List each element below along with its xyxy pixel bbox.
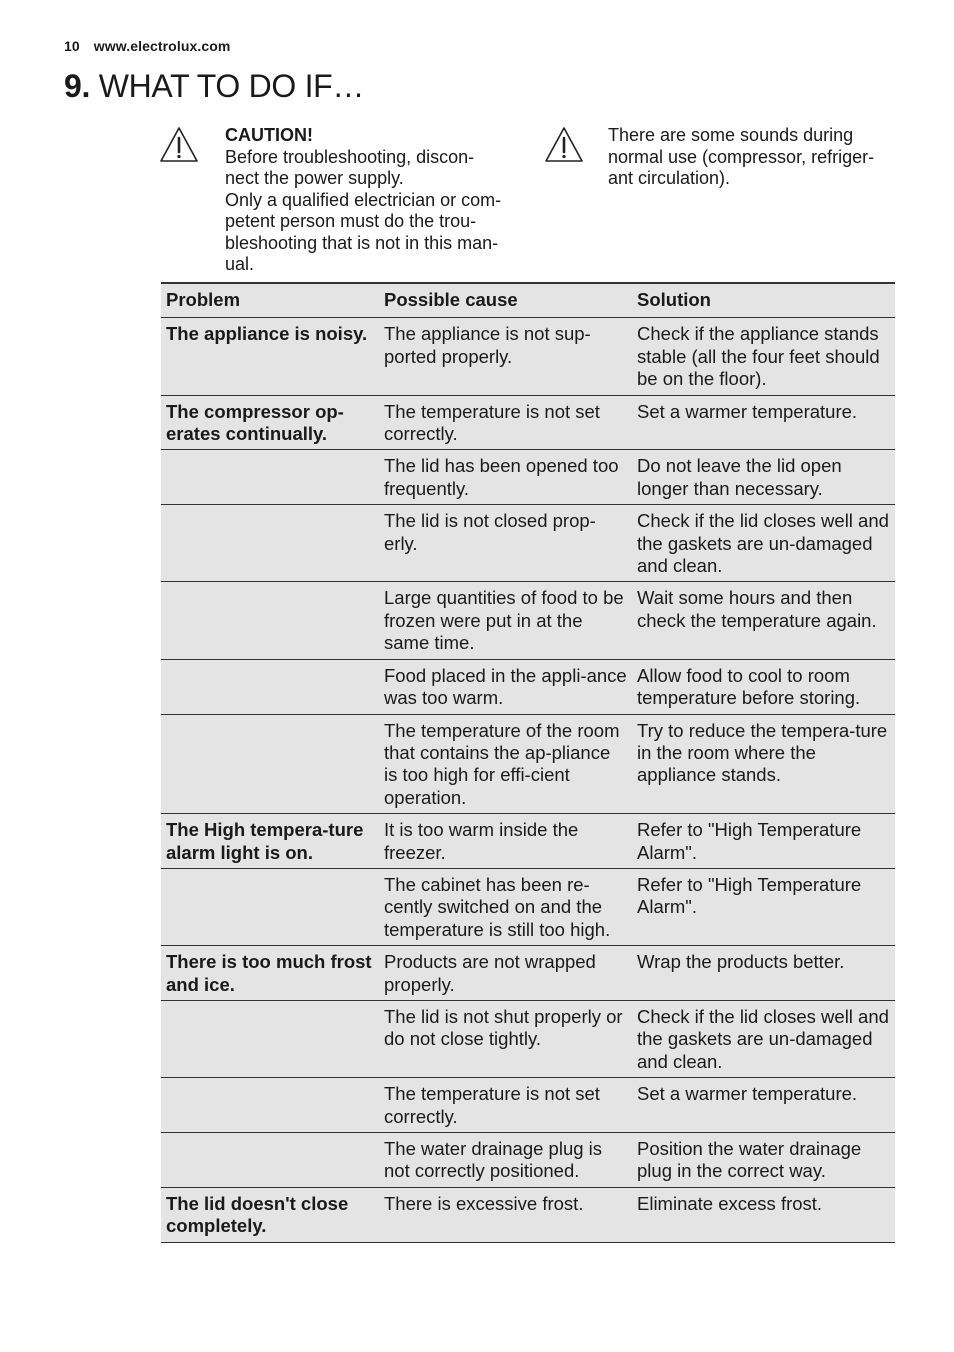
solution-cell: Set a warmer temperature. (632, 395, 895, 450)
problem-cell (161, 1078, 379, 1133)
caution-line: ual. (225, 254, 255, 274)
table-header-row (161, 283, 895, 318)
section-number: 9. (64, 68, 91, 104)
table-row (161, 714, 895, 814)
table-row (161, 582, 895, 659)
problem-cell (161, 1000, 379, 1077)
caution-line: bleshooting that is not in this man- (225, 232, 499, 253)
page-header (64, 38, 230, 54)
solution-cell: Eliminate excess frost. (632, 1187, 895, 1242)
caution-line: Before troubleshooting, discon- (225, 146, 475, 167)
table-row (161, 395, 895, 450)
table-row (161, 659, 895, 714)
problem-cell: The lid doesn't close completely. (161, 1187, 379, 1242)
solution-cell: Refer to "High Temperature Alarm". (632, 868, 895, 945)
cause-cell: The appliance is not sup-ported properly. (379, 318, 632, 395)
solution-cell: Do not leave the lid open longer than necessary. (632, 450, 895, 505)
table-row (161, 1078, 895, 1133)
table-row (161, 505, 895, 582)
problem-cell (161, 659, 379, 714)
solution-cell: Try to reduce the tempera-ture in the room where the appliance stands. (632, 714, 895, 814)
cause-cell: The cabinet has been re-cently switched on and the temperature is still too high. (379, 868, 632, 945)
table-row (161, 1133, 895, 1188)
solution-cell: Wait some hours and then check the temperature again. (632, 582, 895, 659)
section-title-text: WHAT TO DO IF… (98, 68, 365, 104)
cause-cell: The temperature is not set correctly. (379, 1078, 632, 1133)
solution-cell: Check if the lid closes well and the gaskets are un-damaged and clean. (632, 505, 895, 582)
header-solution: Solution (632, 283, 895, 318)
solution-cell: Allow food to cool to room temperature before storing. (632, 659, 895, 714)
website-url: www.electrolux.com (93, 38, 231, 54)
cause-cell: The temperature is not set correctly. (379, 395, 632, 450)
caution-heading: CAUTION! (225, 125, 313, 145)
problem-cell (161, 450, 379, 505)
warning-triangle-icon (158, 125, 200, 165)
problem-cell (161, 714, 379, 814)
table-row (161, 318, 895, 395)
sounds-line: ant circulation). (608, 168, 731, 188)
caution-line: nect the power supply. (225, 168, 404, 188)
table-row (161, 1000, 895, 1077)
table-row (161, 868, 895, 945)
table-row (161, 1187, 895, 1242)
cause-cell: The temperature of the room that contains the ap-pliance is too high for effi-cient operation. (379, 714, 632, 814)
caution-line: petent person must do the trou- (225, 211, 477, 231)
problem-cell: There is too much frost and ice. (161, 946, 379, 1001)
solution-cell: Check if the lid closes well and the gaskets are un-damaged and clean. (632, 1000, 895, 1077)
solution-cell: Set a warmer temperature. (632, 1078, 895, 1133)
table-row (161, 946, 895, 1001)
problem-cell (161, 868, 379, 945)
solution-cell: Position the water drainage plug in the correct way. (632, 1133, 895, 1188)
sounds-line: normal use (compressor, refriger- (608, 146, 875, 167)
troubleshooting-table (161, 282, 895, 1243)
section-title (64, 68, 364, 105)
cause-cell: Products are not wrapped properly. (379, 946, 632, 1001)
caution-line: Only a qualified electrician or com- (225, 189, 502, 210)
header-possible-cause: Possible cause (379, 283, 632, 318)
cause-cell: Food placed in the appli-ance was too warm. (379, 659, 632, 714)
problem-cell (161, 1133, 379, 1188)
problem-cell: The appliance is noisy. (161, 318, 379, 395)
cause-cell: The water drainage plug is not correctly positioned. (379, 1133, 632, 1188)
warning-triangle-icon (543, 125, 585, 165)
sounds-line: There are some sounds during (608, 125, 854, 145)
cause-cell: It is too warm inside the freezer. (379, 814, 632, 869)
header-problem: Problem (161, 283, 379, 318)
caution-note (225, 125, 520, 276)
sounds-note (608, 125, 898, 190)
cause-cell: The lid is not shut properly or do not close tightly. (379, 1000, 632, 1077)
cause-cell: The lid is not closed prop-erly. (379, 505, 632, 582)
problem-cell: The compressor op-erates continually. (161, 395, 379, 450)
problem-cell (161, 505, 379, 582)
cause-cell: The lid has been opened too frequently. (379, 450, 632, 505)
solution-cell: Check if the appliance stands stable (all the four feet should be on the floor). (632, 318, 895, 395)
table-row (161, 814, 895, 869)
page-number: 10 (64, 38, 80, 54)
problem-cell (161, 582, 379, 659)
problem-cell: The High tempera-ture alarm light is on. (161, 814, 379, 869)
solution-cell: Refer to "High Temperature Alarm". (632, 814, 895, 869)
cause-cell: There is excessive frost. (379, 1187, 632, 1242)
solution-cell: Wrap the products better. (632, 946, 895, 1001)
cause-cell: Large quantities of food to be frozen were put in at the same time. (379, 582, 632, 659)
table-row (161, 450, 895, 505)
